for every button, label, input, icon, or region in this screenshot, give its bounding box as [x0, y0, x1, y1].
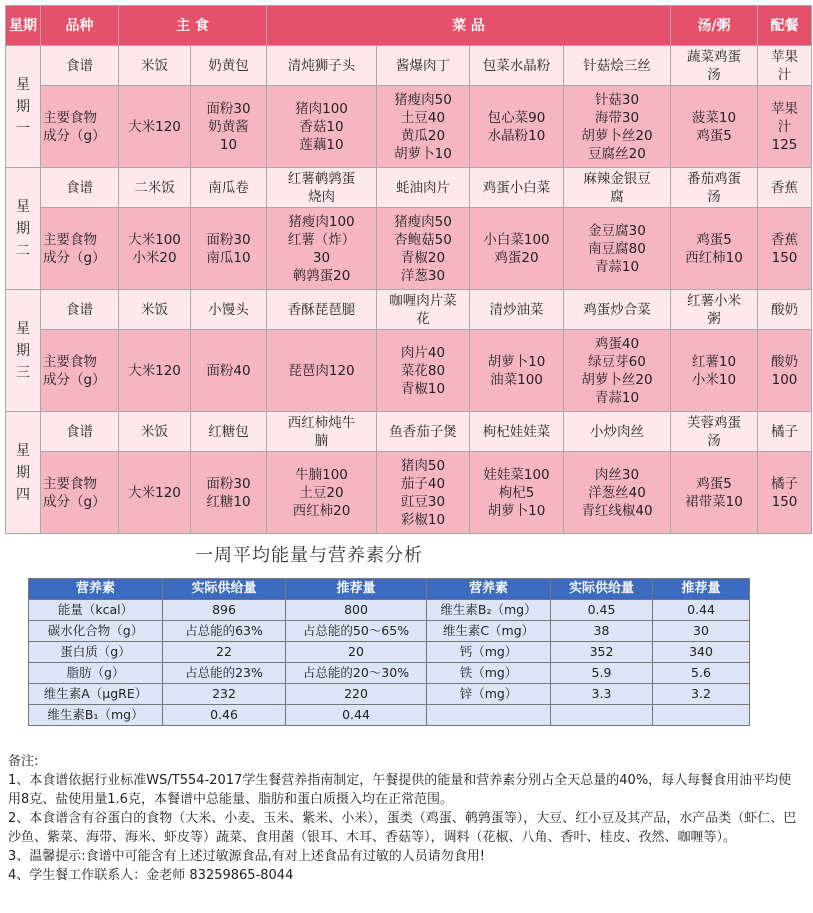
- ingredient-cell: 琵琶肉120: [267, 330, 377, 412]
- ingredient-cell: 包心菜90 水晶粉10: [470, 86, 564, 168]
- ingredient-cell: 金豆腐30 南豆腐80 青蒜10: [564, 208, 671, 290]
- nutrition-cell: [551, 705, 653, 726]
- notes-title: 备注:: [8, 754, 39, 769]
- recipe-cell: 红薯鹌鹑蛋 烧肉: [267, 168, 377, 208]
- recipe-cell: 橘子: [758, 412, 812, 452]
- recipe-cell: 芙蓉鸡蛋 汤: [671, 412, 758, 452]
- ingredient-cell: 肉片40 菜花80 青椒10: [377, 330, 470, 412]
- nutrition-cell: 5.6: [653, 663, 750, 684]
- recipe-row: [6, 168, 812, 208]
- ingredient-cell: 猪瘦肉100 红薯（炸） 30 鹌鹑蛋20: [267, 208, 377, 290]
- ingredient-cell: 娃娃菜100 枸杞5 胡萝卜10: [470, 452, 564, 534]
- recipe-cell: 西红柿炖牛 腩: [267, 412, 377, 452]
- ingredient-cell: 肉丝30 洋葱丝40 青红线椒40: [564, 452, 671, 534]
- ingredient-cell: 大米120: [119, 452, 191, 534]
- recipe-cell: 红糖包: [191, 412, 267, 452]
- nutrition-body: [29, 579, 750, 726]
- ingredient-cell: 面粉30 南瓜10: [191, 208, 267, 290]
- recipe-cell: 香酥琵琶腿: [267, 290, 377, 330]
- ingredient-label: 主要食物 成分（g）: [41, 86, 119, 168]
- recipe-cell: 米饭: [119, 46, 191, 86]
- recipe-cell: 香蕉: [758, 168, 812, 208]
- recipe-cell: 二米饭: [119, 168, 191, 208]
- nutrition-cell: 896: [163, 600, 286, 621]
- ingredient-cell: 酸奶 100: [758, 330, 812, 412]
- recipe-cell: 酱爆肉丁: [377, 46, 470, 86]
- nutrition-header-cell: 推荐量: [286, 579, 427, 600]
- ingredient-row: [6, 452, 812, 534]
- nutrition-row: [29, 642, 750, 663]
- ingredient-cell: 面粉30 红糖10: [191, 452, 267, 534]
- ingredient-row: [6, 330, 812, 412]
- nutrition-cell: 352: [551, 642, 653, 663]
- nutrition-cell: 22: [163, 642, 286, 663]
- recipe-cell: 包菜水晶粉: [470, 46, 564, 86]
- nutrition-header-cell: 实际供给量: [551, 579, 653, 600]
- nutrition-header-cell: 营养素: [29, 579, 163, 600]
- nutrition-table: [28, 578, 750, 726]
- ingredient-cell: 大米120: [119, 330, 191, 412]
- recipe-row: [6, 46, 812, 86]
- recipe-cell: 蚝油肉片: [377, 168, 470, 208]
- nutrition-header-row: [29, 579, 750, 600]
- nutrition-cell: 占总能的23%: [163, 663, 286, 684]
- recipe-cell: 枸杞娃娃菜: [470, 412, 564, 452]
- recipe-cell: 麻辣金银豆 腐: [564, 168, 671, 208]
- nutrition-cell: 能量（kcal）: [29, 600, 163, 621]
- ingredient-cell: 猪肉100 香菇10 莲藕10: [267, 86, 377, 168]
- nutrition-cell: 锌（mg）: [427, 684, 551, 705]
- nutrition-header-cell: 实际供给量: [163, 579, 286, 600]
- nutrition-row: [29, 663, 750, 684]
- nutrition-cell: 5.9: [551, 663, 653, 684]
- menu-header-row: [6, 6, 812, 46]
- recipe-cell: 鸡蛋小白菜: [470, 168, 564, 208]
- nutrition-cell: 蛋白质（g）: [29, 642, 163, 663]
- ingredient-cell: 菠菜10 鸡蛋5: [671, 86, 758, 168]
- nutrition-cell: 维生素C（mg）: [427, 621, 551, 642]
- day-label: 星 期 四: [6, 412, 41, 534]
- header-soup: 汤/粥: [671, 6, 758, 46]
- nutrition-cell: 维生素A（μgRE）: [29, 684, 163, 705]
- recipe-cell: 红薯小米 粥: [671, 290, 758, 330]
- recipe-cell: 清炒油菜: [470, 290, 564, 330]
- ingredient-cell: 红薯10 小米10: [671, 330, 758, 412]
- day-label: 星 期 三: [6, 290, 41, 412]
- recipe-cell: 蔬菜鸡蛋 汤: [671, 46, 758, 86]
- recipe-cell: 鸡蛋炒合菜: [564, 290, 671, 330]
- nutrition-header-cell: 营养素: [427, 579, 551, 600]
- recipe-cell: 小馒头: [191, 290, 267, 330]
- nutrition-row: [29, 600, 750, 621]
- nutrition-row: [29, 684, 750, 705]
- ingredient-cell: 苹果 汁 125: [758, 86, 812, 168]
- ingredient-label: 主要食物 成分（g）: [41, 452, 119, 534]
- ingredient-row: [6, 86, 812, 168]
- ingredient-cell: 鸡蛋5 西红柿10: [671, 208, 758, 290]
- recipe-cell: 小炒肉丝: [564, 412, 671, 452]
- recipe-label: 食谱: [41, 168, 119, 208]
- nutrition-cell: [653, 705, 750, 726]
- weekly-menu-table: [5, 5, 812, 534]
- ingredient-cell: 猪瘦肉50 杏鲍菇50 青椒20 洋葱30: [377, 208, 470, 290]
- notes-section: [8, 752, 803, 885]
- ingredient-cell: 针菇30 海带30 胡萝卜丝20 豆腐丝20: [564, 86, 671, 168]
- nutrition-cell: 232: [163, 684, 286, 705]
- nutrition-cell: 30: [653, 621, 750, 642]
- day-label: 星 期 一: [6, 46, 41, 168]
- nutrition-cell: [427, 705, 551, 726]
- header-week: 星期: [6, 6, 41, 46]
- nutrition-cell: 38: [551, 621, 653, 642]
- ingredient-cell: 鸡蛋40 绿豆芽60 胡萝卜丝20 青蒜10: [564, 330, 671, 412]
- ingredient-label: 主要食物 成分（g）: [41, 330, 119, 412]
- nutrition-cell: 3.3: [551, 684, 653, 705]
- recipe-label: 食谱: [41, 412, 119, 452]
- nutrition-cell: 脂肪（g）: [29, 663, 163, 684]
- day-label: 星 期 二: [6, 168, 41, 290]
- note-line: 3、温馨提示:食谱中可能含有上述过敏源食品,有对上述食品有过敏的人员请勿食用!: [8, 849, 485, 864]
- nutrition-cell: 铁（mg）: [427, 663, 551, 684]
- nutrition-cell: 维生素B₂（mg）: [427, 600, 551, 621]
- recipe-row: [6, 412, 812, 452]
- ingredient-cell: 香蕉 150: [758, 208, 812, 290]
- recipe-cell: 南瓜卷: [191, 168, 267, 208]
- recipe-label: 食谱: [41, 46, 119, 86]
- nutrition-cell: 钙（mg）: [427, 642, 551, 663]
- ingredient-cell: 面粉40: [191, 330, 267, 412]
- recipe-cell: 番茄鸡蛋 汤: [671, 168, 758, 208]
- nutrition-cell: 0.44: [653, 600, 750, 621]
- header-fruit: 配餐: [758, 6, 812, 46]
- recipe-cell: 奶黄包: [191, 46, 267, 86]
- ingredient-cell: 大米120: [119, 86, 191, 168]
- nutrition-header-cell: 推荐量: [653, 579, 750, 600]
- ingredient-cell: 猪肉50 茄子40 豇豆30 彩椒10: [377, 452, 470, 534]
- header-category: 品种: [41, 6, 119, 46]
- ingredient-cell: 小白菜100 鸡蛋20: [470, 208, 564, 290]
- recipe-cell: 鱼香茄子煲: [377, 412, 470, 452]
- nutrition-cell: 3.2: [653, 684, 750, 705]
- recipe-cell: 米饭: [119, 290, 191, 330]
- ingredient-cell: 面粉30 奶黄酱 10: [191, 86, 267, 168]
- nutrition-cell: 220: [286, 684, 427, 705]
- nutrition-cell: 维生素B₁（mg）: [29, 705, 163, 726]
- ingredient-row: [6, 208, 812, 290]
- note-line: 1、本食谱依据行业标准WS/T554-2017学生餐营养指南制定，午餐提供的能量和营养素分别占全天总量的40%，每人每餐食用油平均使用8克、盐使用量1.6克，本餐谱中总能量、脂肪和蛋白质摄入均在正常范围。: [8, 773, 792, 807]
- note-line: 4、学生餐工作联系人：金老师 83259865-8044: [8, 868, 294, 883]
- nutrition-cell: 占总能的20～30%: [286, 663, 427, 684]
- nutrition-cell: 800: [286, 600, 427, 621]
- ingredient-cell: 鸡蛋5 裙带菜10: [671, 452, 758, 534]
- ingredient-cell: 大米100 小米20: [119, 208, 191, 290]
- recipe-cell: 苹果 汁: [758, 46, 812, 86]
- note-line: 2、本食谱含有谷蛋白的食物（大米、小麦、玉米、紫米、小米），蛋类（鸡蛋、鹌鹑蛋等），大豆、红小豆及其产品，水产品类（虾仁、巴沙鱼、紫菜、海带、海米、虾皮等）蔬菜、食用菌（银耳、木耳、香菇等），调料（花椒、八角、香叶、桂皮、孜然、咖喱等）。: [8, 811, 797, 845]
- nutrition-cell: 340: [653, 642, 750, 663]
- nutrition-title: 一周平均能量与营养素分析: [195, 545, 423, 566]
- recipe-cell: 咖喱肉片菜 花: [377, 290, 470, 330]
- recipe-label: 食谱: [41, 290, 119, 330]
- ingredient-cell: 牛腩100 土豆20 西红柿20: [267, 452, 377, 534]
- ingredient-cell: 猪瘦肉50 土豆40 黄瓜20 胡萝卜10: [377, 86, 470, 168]
- nutrition-cell: 占总能的63%: [163, 621, 286, 642]
- ingredient-cell: 胡萝卜10 油菜100: [470, 330, 564, 412]
- recipe-cell: 针菇烩三丝: [564, 46, 671, 86]
- header-staple: 主 食: [119, 6, 267, 46]
- recipe-cell: 清炖狮子头: [267, 46, 377, 86]
- nutrition-row: [29, 705, 750, 726]
- nutrition-cell: 20: [286, 642, 427, 663]
- nutrition-cell: 0.44: [286, 705, 427, 726]
- header-dishes: 菜 品: [267, 6, 671, 46]
- nutrition-cell: 0.45: [551, 600, 653, 621]
- nutrition-cell: 0.46: [163, 705, 286, 726]
- menu-body: [6, 6, 812, 534]
- nutrition-cell: 碳水化合物（g）: [29, 621, 163, 642]
- recipe-row: [6, 290, 812, 330]
- nutrition-row: [29, 621, 750, 642]
- nutrition-cell: 占总能的50～65%: [286, 621, 427, 642]
- ingredient-label: 主要食物 成分（g）: [41, 208, 119, 290]
- ingredient-cell: 橘子 150: [758, 452, 812, 534]
- recipe-cell: 酸奶: [758, 290, 812, 330]
- recipe-cell: 米饭: [119, 412, 191, 452]
